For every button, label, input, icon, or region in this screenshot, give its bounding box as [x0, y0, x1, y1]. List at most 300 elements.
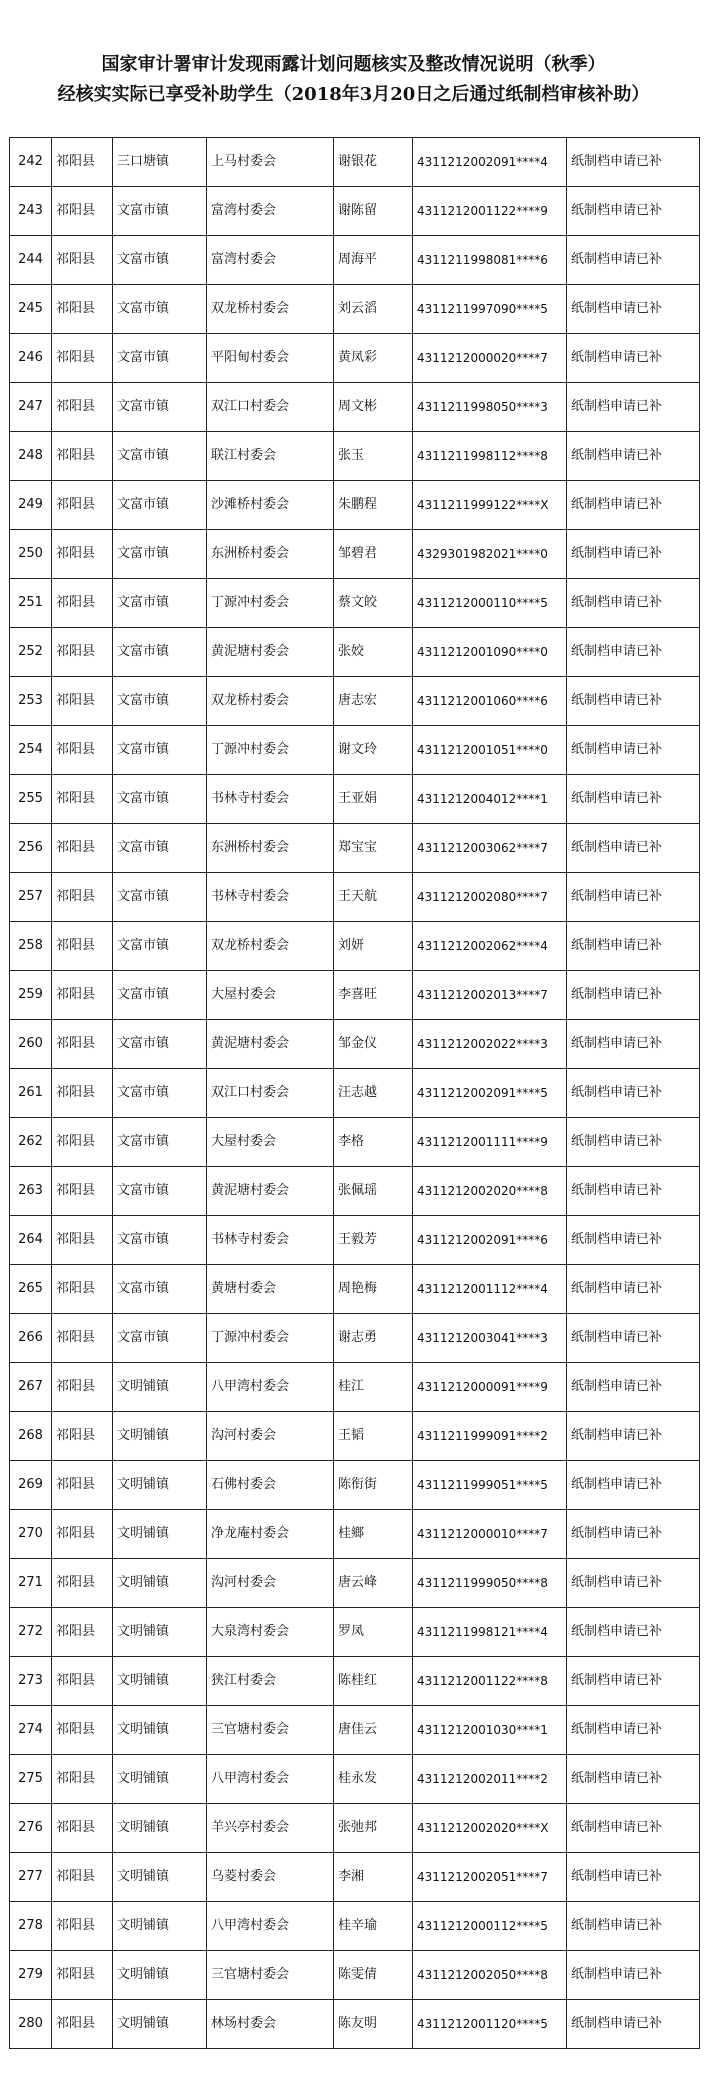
- id-number-cell: 4311212001090****0: [413, 628, 567, 677]
- row-number: 248: [10, 432, 52, 481]
- student-name-cell: 蔡文皎: [334, 579, 413, 628]
- status-note-cell: 纸制档申请已补: [567, 1216, 700, 1265]
- student-name-cell: 桂江: [334, 1363, 413, 1412]
- town-cell: 文富市镇: [113, 1314, 207, 1363]
- id-number-cell: 4311212002050****8: [413, 1951, 567, 2000]
- county-cell: 祁阳县: [52, 1167, 113, 1216]
- status-note-cell: 纸制档申请已补: [567, 775, 700, 824]
- table-row: [10, 1020, 700, 1069]
- row-number: 246: [10, 334, 52, 383]
- id-number-cell: 4311212002020****X: [413, 1804, 567, 1853]
- student-name-cell: 桂辛瑜: [334, 1902, 413, 1951]
- status-note-cell: 纸制档申请已补: [567, 1265, 700, 1314]
- county-cell: 祁阳县: [52, 1559, 113, 1608]
- village-cell: 双江口村委会: [207, 383, 334, 432]
- town-cell: 文明铺镇: [113, 1755, 207, 1804]
- id-number-cell: 4329301982021****0: [413, 530, 567, 579]
- table-row: [10, 2000, 700, 2049]
- id-number-cell: 4311212002091****5: [413, 1069, 567, 1118]
- town-cell: 文富市镇: [113, 530, 207, 579]
- row-number: 242: [10, 138, 52, 187]
- town-cell: 文明铺镇: [113, 2000, 207, 2049]
- status-note-cell: 纸制档申请已补: [567, 1657, 700, 1706]
- village-cell: 黄泥塘村委会: [207, 628, 334, 677]
- village-cell: 八甲湾村委会: [207, 1755, 334, 1804]
- town-cell: 文明铺镇: [113, 1657, 207, 1706]
- county-cell: 祁阳县: [52, 726, 113, 775]
- status-note-cell: 纸制档申请已补: [567, 726, 700, 775]
- student-name-cell: 李喜旺: [334, 971, 413, 1020]
- table-row: [10, 187, 700, 236]
- county-cell: 祁阳县: [52, 1314, 113, 1363]
- id-number-cell: 4311211999122****X: [413, 481, 567, 530]
- id-number-cell: 4311212000091****9: [413, 1363, 567, 1412]
- town-cell: 文富市镇: [113, 334, 207, 383]
- table-row: [10, 775, 700, 824]
- village-cell: 大泉湾村委会: [207, 1608, 334, 1657]
- student-name-cell: 王亚娟: [334, 775, 413, 824]
- student-name-cell: 汪志越: [334, 1069, 413, 1118]
- village-cell: 东洲桥村委会: [207, 530, 334, 579]
- id-number-cell: 4311212002091****6: [413, 1216, 567, 1265]
- table-row: [10, 1755, 700, 1804]
- student-name-cell: 张姣: [334, 628, 413, 677]
- student-name-cell: 朱鹏程: [334, 481, 413, 530]
- student-name-cell: 唐云峰: [334, 1559, 413, 1608]
- town-cell: 文富市镇: [113, 1020, 207, 1069]
- county-cell: 祁阳县: [52, 1657, 113, 1706]
- status-note-cell: 纸制档申请已补: [567, 922, 700, 971]
- table-row: [10, 1902, 700, 1951]
- town-cell: 文富市镇: [113, 775, 207, 824]
- row-number: 277: [10, 1853, 52, 1902]
- id-number-cell: 4311212001051****0: [413, 726, 567, 775]
- status-note-cell: 纸制档申请已补: [567, 530, 700, 579]
- student-name-cell: 陈衔街: [334, 1461, 413, 1510]
- village-cell: 双龙桥村委会: [207, 922, 334, 971]
- town-cell: 文富市镇: [113, 677, 207, 726]
- table-row: [10, 432, 700, 481]
- table-row: [10, 530, 700, 579]
- table-row: [10, 383, 700, 432]
- county-cell: 祁阳县: [52, 1265, 113, 1314]
- row-number: 254: [10, 726, 52, 775]
- table-row: [10, 1461, 700, 1510]
- table-row: [10, 1608, 700, 1657]
- village-cell: 富湾村委会: [207, 187, 334, 236]
- status-note-cell: 纸制档申请已补: [567, 236, 700, 285]
- town-cell: 文明铺镇: [113, 1559, 207, 1608]
- row-number: 265: [10, 1265, 52, 1314]
- id-number-cell: 4311211998121****4: [413, 1608, 567, 1657]
- row-number: 279: [10, 1951, 52, 2000]
- row-number: 245: [10, 285, 52, 334]
- village-cell: 羊兴亭村委会: [207, 1804, 334, 1853]
- county-cell: 祁阳县: [52, 1608, 113, 1657]
- id-number-cell: 4311212002062****4: [413, 922, 567, 971]
- town-cell: 文富市镇: [113, 1069, 207, 1118]
- status-note-cell: 纸制档申请已补: [567, 1363, 700, 1412]
- row-number: 266: [10, 1314, 52, 1363]
- county-cell: 祁阳县: [52, 1118, 113, 1167]
- table-row: [10, 824, 700, 873]
- id-number-cell: 4311211999051****5: [413, 1461, 567, 1510]
- table-row: [10, 1167, 700, 1216]
- student-name-cell: 唐佳云: [334, 1706, 413, 1755]
- village-cell: 林场村委会: [207, 2000, 334, 2049]
- status-note-cell: 纸制档申请已补: [567, 1755, 700, 1804]
- town-cell: 文富市镇: [113, 481, 207, 530]
- student-name-cell: 王天航: [334, 873, 413, 922]
- town-cell: 文富市镇: [113, 187, 207, 236]
- id-number-cell: 4311212003041****3: [413, 1314, 567, 1363]
- id-number-cell: 4311212001122****8: [413, 1657, 567, 1706]
- row-number: 269: [10, 1461, 52, 1510]
- row-number: 274: [10, 1706, 52, 1755]
- county-cell: 祁阳县: [52, 1363, 113, 1412]
- student-name-cell: 刘妍: [334, 922, 413, 971]
- status-note-cell: 纸制档申请已补: [567, 187, 700, 236]
- table-row: [10, 1069, 700, 1118]
- town-cell: 文富市镇: [113, 971, 207, 1020]
- status-note-cell: 纸制档申请已补: [567, 1020, 700, 1069]
- status-note-cell: 纸制档申请已补: [567, 334, 700, 383]
- row-number: 247: [10, 383, 52, 432]
- county-cell: 祁阳县: [52, 1706, 113, 1755]
- town-cell: 文富市镇: [113, 579, 207, 628]
- row-number: 250: [10, 530, 52, 579]
- id-number-cell: 4311212001060****6: [413, 677, 567, 726]
- id-number-cell: 4311212001030****1: [413, 1706, 567, 1755]
- student-name-cell: 郑宝宝: [334, 824, 413, 873]
- village-cell: 双龙桥村委会: [207, 677, 334, 726]
- id-number-cell: 4311211998081****6: [413, 236, 567, 285]
- row-number: 261: [10, 1069, 52, 1118]
- row-number: 280: [10, 2000, 52, 2049]
- table-row: [10, 1951, 700, 2000]
- status-note-cell: 纸制档申请已补: [567, 138, 700, 187]
- id-number-cell: 4311212002011****2: [413, 1755, 567, 1804]
- id-number-cell: 4311211999091****2: [413, 1412, 567, 1461]
- id-number-cell: 4311211998050****3: [413, 383, 567, 432]
- town-cell: 文明铺镇: [113, 1706, 207, 1755]
- table-row: [10, 971, 700, 1020]
- village-cell: 黄塘村委会: [207, 1265, 334, 1314]
- county-cell: 祁阳县: [52, 1412, 113, 1461]
- table-row: [10, 1804, 700, 1853]
- student-name-cell: 李格: [334, 1118, 413, 1167]
- village-cell: 沟河村委会: [207, 1559, 334, 1608]
- county-cell: 祁阳县: [52, 481, 113, 530]
- county-cell: 祁阳县: [52, 1510, 113, 1559]
- row-number: 249: [10, 481, 52, 530]
- town-cell: 文明铺镇: [113, 1461, 207, 1510]
- town-cell: 文富市镇: [113, 1265, 207, 1314]
- table-row: [10, 1314, 700, 1363]
- town-cell: 文明铺镇: [113, 1853, 207, 1902]
- status-note-cell: 纸制档申请已补: [567, 1510, 700, 1559]
- status-note-cell: 纸制档申请已补: [567, 1951, 700, 2000]
- town-cell: 文明铺镇: [113, 1608, 207, 1657]
- county-cell: 祁阳县: [52, 383, 113, 432]
- village-cell: 双龙桥村委会: [207, 285, 334, 334]
- row-number: 253: [10, 677, 52, 726]
- town-cell: 三口塘镇: [113, 138, 207, 187]
- town-cell: 文富市镇: [113, 432, 207, 481]
- row-number: 264: [10, 1216, 52, 1265]
- table-row: [10, 579, 700, 628]
- village-cell: 八甲湾村委会: [207, 1902, 334, 1951]
- student-name-cell: 谢银花: [334, 138, 413, 187]
- id-number-cell: 4311212002020****8: [413, 1167, 567, 1216]
- town-cell: 文富市镇: [113, 726, 207, 775]
- village-cell: 石佛村委会: [207, 1461, 334, 1510]
- student-name-cell: 罗凤: [334, 1608, 413, 1657]
- village-cell: 上马村委会: [207, 138, 334, 187]
- student-name-cell: 谢文玲: [334, 726, 413, 775]
- town-cell: 文富市镇: [113, 1118, 207, 1167]
- county-cell: 祁阳县: [52, 1020, 113, 1069]
- status-note-cell: 纸制档申请已补: [567, 1853, 700, 1902]
- town-cell: 文富市镇: [113, 1216, 207, 1265]
- status-note-cell: 纸制档申请已补: [567, 1902, 700, 1951]
- status-note-cell: 纸制档申请已补: [567, 1559, 700, 1608]
- county-cell: 祁阳县: [52, 1804, 113, 1853]
- id-number-cell: 4311212000110****5: [413, 579, 567, 628]
- row-number: 252: [10, 628, 52, 677]
- student-name-cell: 陈桂红: [334, 1657, 413, 1706]
- village-cell: 大屋村委会: [207, 971, 334, 1020]
- town-cell: 文富市镇: [113, 1167, 207, 1216]
- document-title: [0, 50, 707, 110]
- table-row: [10, 922, 700, 971]
- row-number: 251: [10, 579, 52, 628]
- student-name-cell: 谢志勇: [334, 1314, 413, 1363]
- village-cell: 书林寺村委会: [207, 775, 334, 824]
- table-row: [10, 1412, 700, 1461]
- table-row: [10, 1265, 700, 1314]
- table-row: [10, 285, 700, 334]
- town-cell: 文明铺镇: [113, 1951, 207, 2000]
- row-number: 275: [10, 1755, 52, 1804]
- county-cell: 祁阳县: [52, 138, 113, 187]
- student-name-cell: 邹金仪: [334, 1020, 413, 1069]
- status-note-cell: 纸制档申请已补: [567, 971, 700, 1020]
- table-row: [10, 1853, 700, 1902]
- student-name-cell: 唐志宏: [334, 677, 413, 726]
- status-note-cell: 纸制档申请已补: [567, 873, 700, 922]
- status-note-cell: 纸制档申请已补: [567, 481, 700, 530]
- student-name-cell: 张弛邦: [334, 1804, 413, 1853]
- status-note-cell: 纸制档申请已补: [567, 1706, 700, 1755]
- row-number: 276: [10, 1804, 52, 1853]
- town-cell: 文富市镇: [113, 383, 207, 432]
- village-cell: 三官塘村委会: [207, 1706, 334, 1755]
- status-note-cell: 纸制档申请已补: [567, 432, 700, 481]
- student-name-cell: 张佩瑶: [334, 1167, 413, 1216]
- village-cell: 黄泥塘村委会: [207, 1167, 334, 1216]
- village-cell: 双江口村委会: [207, 1069, 334, 1118]
- student-name-cell: 谢陈留: [334, 187, 413, 236]
- student-name-cell: 张玉: [334, 432, 413, 481]
- id-number-cell: 4311212003062****7: [413, 824, 567, 873]
- county-cell: 祁阳县: [52, 628, 113, 677]
- row-number: 271: [10, 1559, 52, 1608]
- row-number: 257: [10, 873, 52, 922]
- id-number-cell: 4311211999050****8: [413, 1559, 567, 1608]
- status-note-cell: 纸制档申请已补: [567, 1461, 700, 1510]
- status-note-cell: 纸制档申请已补: [567, 628, 700, 677]
- status-note-cell: 纸制档申请已补: [567, 824, 700, 873]
- village-cell: 书林寺村委会: [207, 873, 334, 922]
- village-cell: 富湾村委会: [207, 236, 334, 285]
- village-cell: 黄泥塘村委会: [207, 1020, 334, 1069]
- table-row: [10, 1363, 700, 1412]
- row-number: 256: [10, 824, 52, 873]
- id-number-cell: 4311212000112****5: [413, 1902, 567, 1951]
- id-number-cell: 4311211997090****5: [413, 285, 567, 334]
- id-number-cell: 4311212000020****7: [413, 334, 567, 383]
- town-cell: 文明铺镇: [113, 1902, 207, 1951]
- status-note-cell: 纸制档申请已补: [567, 1118, 700, 1167]
- id-number-cell: 4311212002022****3: [413, 1020, 567, 1069]
- county-cell: 祁阳县: [52, 873, 113, 922]
- id-number-cell: 4311212000010****7: [413, 1510, 567, 1559]
- status-note-cell: 纸制档申请已补: [567, 383, 700, 432]
- row-number: 244: [10, 236, 52, 285]
- village-cell: 沙滩桥村委会: [207, 481, 334, 530]
- town-cell: 文明铺镇: [113, 1510, 207, 1559]
- village-cell: 东洲桥村委会: [207, 824, 334, 873]
- row-number: 259: [10, 971, 52, 1020]
- village-cell: 狭江村委会: [207, 1657, 334, 1706]
- table-row: [10, 1706, 700, 1755]
- county-cell: 祁阳县: [52, 187, 113, 236]
- town-cell: 文富市镇: [113, 873, 207, 922]
- village-cell: 书林寺村委会: [207, 1216, 334, 1265]
- village-cell: 大屋村委会: [207, 1118, 334, 1167]
- village-cell: 乌菱村委会: [207, 1853, 334, 1902]
- town-cell: 文富市镇: [113, 285, 207, 334]
- table-row: [10, 873, 700, 922]
- title-line-1: 国家审计署审计发现雨露计划问题核实及整改情况说明（秋季）: [101, 54, 606, 75]
- id-number-cell: 4311212002080****7: [413, 873, 567, 922]
- table-row: [10, 334, 700, 383]
- county-cell: 祁阳县: [52, 1902, 113, 1951]
- row-number: 243: [10, 187, 52, 236]
- town-cell: 文明铺镇: [113, 1363, 207, 1412]
- row-number: 255: [10, 775, 52, 824]
- table-row: [10, 1510, 700, 1559]
- row-number: 272: [10, 1608, 52, 1657]
- student-name-cell: 周文彬: [334, 383, 413, 432]
- county-cell: 祁阳县: [52, 579, 113, 628]
- village-cell: 三官塘村委会: [207, 1951, 334, 2000]
- table-row: [10, 138, 700, 187]
- row-number: 273: [10, 1657, 52, 1706]
- town-cell: 文富市镇: [113, 922, 207, 971]
- table-row: [10, 1657, 700, 1706]
- town-cell: 文明铺镇: [113, 1412, 207, 1461]
- id-number-cell: 4311212002051****7: [413, 1853, 567, 1902]
- table-row: [10, 726, 700, 775]
- table-row: [10, 1559, 700, 1608]
- row-number: 263: [10, 1167, 52, 1216]
- student-name-cell: 桂鄉: [334, 1510, 413, 1559]
- county-cell: 祁阳县: [52, 236, 113, 285]
- status-note-cell: 纸制档申请已补: [567, 285, 700, 334]
- village-cell: 丁源冲村委会: [207, 1314, 334, 1363]
- county-cell: 祁阳县: [52, 1853, 113, 1902]
- row-number: 262: [10, 1118, 52, 1167]
- row-number: 270: [10, 1510, 52, 1559]
- student-name-cell: 李湘: [334, 1853, 413, 1902]
- student-name-cell: 王韬: [334, 1412, 413, 1461]
- student-name-cell: 王毅芳: [334, 1216, 413, 1265]
- county-cell: 祁阳县: [52, 922, 113, 971]
- county-cell: 祁阳县: [52, 775, 113, 824]
- status-note-cell: 纸制档申请已补: [567, 1069, 700, 1118]
- village-cell: 丁源冲村委会: [207, 726, 334, 775]
- county-cell: 祁阳县: [52, 1461, 113, 1510]
- county-cell: 祁阳县: [52, 1216, 113, 1265]
- village-cell: 丁源冲村委会: [207, 579, 334, 628]
- id-number-cell: 4311211998112****8: [413, 432, 567, 481]
- status-note-cell: 纸制档申请已补: [567, 677, 700, 726]
- row-number: 278: [10, 1902, 52, 1951]
- village-cell: 沟河村委会: [207, 1412, 334, 1461]
- village-cell: 八甲湾村委会: [207, 1363, 334, 1412]
- row-number: 260: [10, 1020, 52, 1069]
- status-note-cell: 纸制档申请已补: [567, 1167, 700, 1216]
- status-note-cell: 纸制档申请已补: [567, 1804, 700, 1853]
- county-cell: 祁阳县: [52, 334, 113, 383]
- status-note-cell: 纸制档申请已补: [567, 579, 700, 628]
- id-number-cell: 4311212002091****4: [413, 138, 567, 187]
- row-number: 268: [10, 1412, 52, 1461]
- county-cell: 祁阳县: [52, 824, 113, 873]
- town-cell: 文富市镇: [113, 824, 207, 873]
- title-line-2: 经核实实际已享受补助学生（2018年3月20日之后通过纸制档审核补助）: [57, 84, 650, 105]
- student-table: [9, 137, 700, 2049]
- village-cell: 净龙庵村委会: [207, 1510, 334, 1559]
- student-name-cell: 陈友明: [334, 2000, 413, 2049]
- village-cell: 联江村委会: [207, 432, 334, 481]
- county-cell: 祁阳县: [52, 2000, 113, 2049]
- student-name-cell: 刘云滔: [334, 285, 413, 334]
- student-name-cell: 桂永发: [334, 1755, 413, 1804]
- id-number-cell: 4311212001111****9: [413, 1118, 567, 1167]
- county-cell: 祁阳县: [52, 530, 113, 579]
- id-number-cell: 4311212001122****9: [413, 187, 567, 236]
- table-row: [10, 481, 700, 530]
- table-row: [10, 1216, 700, 1265]
- status-note-cell: 纸制档申请已补: [567, 1314, 700, 1363]
- town-cell: 文富市镇: [113, 236, 207, 285]
- status-note-cell: 纸制档申请已补: [567, 1608, 700, 1657]
- county-cell: 祁阳县: [52, 432, 113, 481]
- id-number-cell: 4311212001120****5: [413, 2000, 567, 2049]
- county-cell: 祁阳县: [52, 1755, 113, 1804]
- row-number: 267: [10, 1363, 52, 1412]
- county-cell: 祁阳县: [52, 1951, 113, 2000]
- town-cell: 文富市镇: [113, 628, 207, 677]
- table-row: [10, 677, 700, 726]
- table-row: [10, 628, 700, 677]
- county-cell: 祁阳县: [52, 677, 113, 726]
- id-number-cell: 4311212004012****1: [413, 775, 567, 824]
- student-name-cell: 陈雯倩: [334, 1951, 413, 2000]
